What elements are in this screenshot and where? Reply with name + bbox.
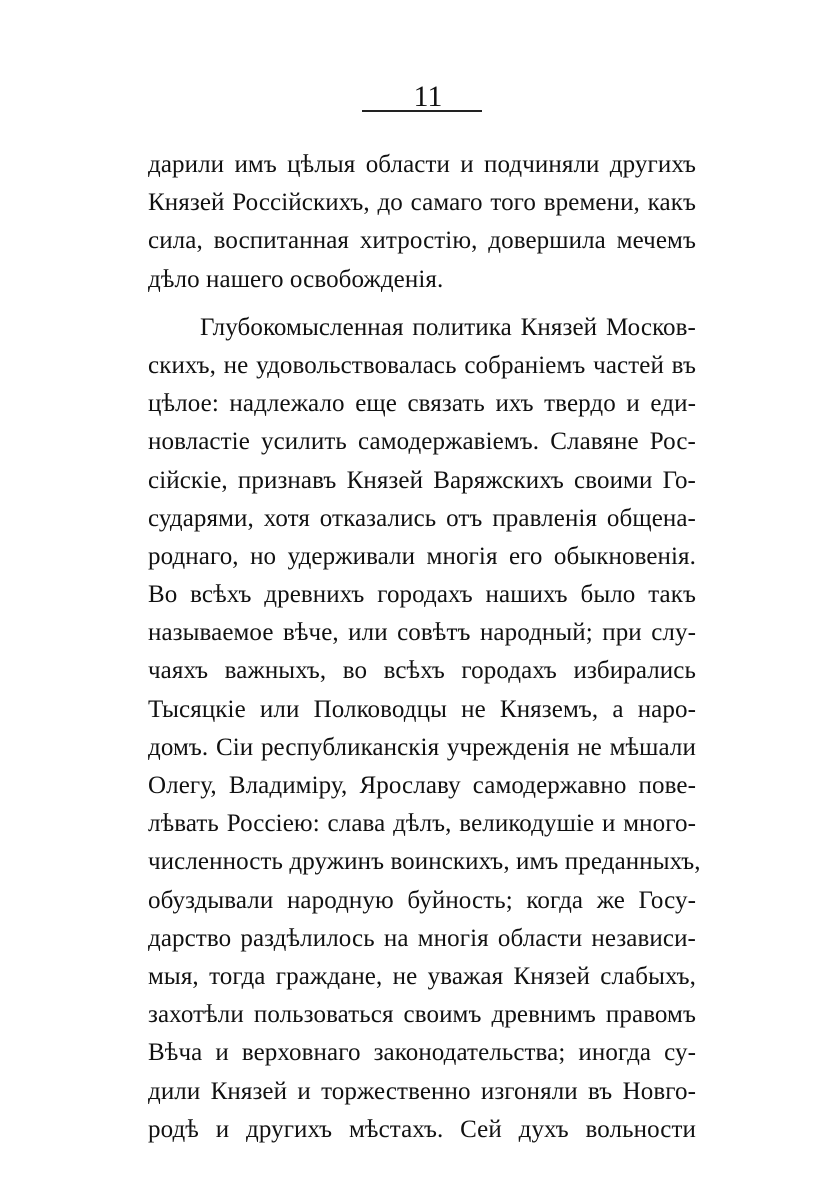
paragraph-1 [148, 146, 696, 299]
text-line: домъ. Сiи республиканскiя учрежденiя не мѣшали [148, 733, 696, 761]
text-line: дарство раздѣлилось на многiя области независи- [148, 924, 696, 952]
text-line: сударями, хотя отказались отъ правленiя общена- [148, 504, 696, 532]
text-line: роднаго, но удерживали многiя его обыкновенiя. [148, 542, 696, 570]
text-line: Во всѣхъ древнихъ городахъ нашихъ было такъ [148, 581, 696, 609]
text-line: сила, воспитанная хитростiю, довершила мечемъ [148, 227, 696, 255]
text-line: Глубокомысленная политика Князей Москов- [200, 313, 696, 341]
text-line: лѣвать Россiею: слава дѣлъ, великодушiе и много- [148, 810, 696, 838]
paragraph-2 [148, 309, 701, 1149]
text-line: цѣлое: надлежало еще связать ихъ твердо и еди- [148, 390, 696, 418]
body-text [148, 146, 701, 1149]
text-line: сiйскiе, признавъ Князей Варяжскихъ своими Го- [148, 466, 696, 494]
text-line: скихъ, не удовольствовалась собранiемъ частей въ [148, 351, 696, 379]
text-line: обуздывали народную буйность; когда же Госу- [148, 886, 696, 914]
text-line: Тысяцкiе или Полководцы не Княземъ, а наро- [148, 695, 696, 723]
text-line: захотѣли пользоваться своимъ древнимъ правомъ [148, 1001, 696, 1029]
text-line: Олегу, Владимiру, Ярославу самодержавно пове- [148, 772, 696, 799]
text-line: Князей Россiйскихъ, до самаго того времени, какъ [148, 189, 696, 217]
page-number-rule [362, 110, 482, 112]
text-line: Вѣча и верховнаго законодательства; иногда су- [148, 1039, 696, 1067]
text-line: дарили имъ цѣлыя области и подчиняли другихъ [148, 151, 696, 178]
text-line: мыя, тогда граждане, не уважая Князей слабыхъ, [148, 962, 696, 990]
text-line: чаяхъ важныхъ, во всѣхъ городахъ избирались [148, 657, 696, 685]
text-line: дѣло нашего освобожденiя. [148, 265, 444, 293]
page-number: 11 [413, 80, 443, 113]
text-line: новластiе усилить самодержавiемъ. Славяне Рос- [148, 428, 696, 456]
text-line: родѣ и другихъ мѣстахъ. Сей духъ вольности [148, 1115, 696, 1143]
text-line: называемое вѣче, или совѣтъ народный; при слу- [148, 619, 696, 647]
text-line: дили Князей и торжественно изгоняли въ Новго- [148, 1077, 696, 1105]
text-line: численность дружинъ воинскихъ, имъ преданныхъ, [148, 848, 701, 876]
page-header [0, 80, 840, 114]
